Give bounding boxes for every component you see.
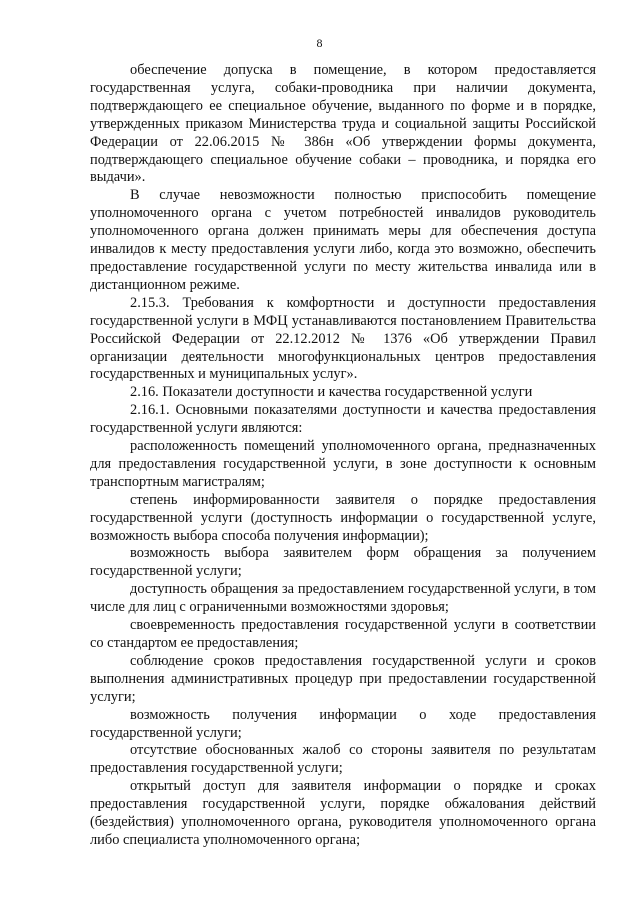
- list-item-deadlines: соблюдение сроков предоставления государственной услуги и сроков выполнения административных процедур при предоставлении государственной услуги;: [90, 652, 596, 705]
- paragraph-2-16-heading: 2.16. Показатели доступности и качества государственной услуги: [130, 384, 533, 401]
- list-item-progress-info: возможность получения информации о ходе предоставления государственной услуги;: [90, 706, 596, 741]
- page-number: 8: [316, 36, 323, 50]
- paragraph-impossibility-adaptation: В случае невозможности полностью приспособить помещение уполномоченного органа с учетом потребностей инвалидов руководитель уполномоченного органа должен принимать меры для обеспечения доступа инвалидов к месту предоставления услуги либо, когда это возможно, обеспечить предоставление государственной услуги по месту жительства инвалида или в дистанционном режиме.: [90, 187, 596, 293]
- list-item-location: расположенность помещений уполномоченного органа, предназначенных для предоставления государственной услуги, в зоне доступности к основным транспортным магистралям;: [90, 438, 596, 490]
- list-item-open-access: открытый доступ для заявителя информации о порядке и сроках предоставления государственной услуги, порядке обжалования действий (бездействия) уполномоченного органа, руководителя уполномоченного органа либо специалиста уполномоченного органа;: [90, 778, 596, 848]
- list-item-accessibility: доступность обращения за предоставлением государственной услуги, в том числе для лиц с ограниченными возможностями здоровья;: [90, 581, 596, 616]
- list-item-informedness: степень информированности заявителя о порядке предоставления государственной услуги (доступность информации о государственной услуге, возможность выбора способа получения информации);: [90, 491, 596, 544]
- list-item-form-choice: возможность выбора заявителем форм обращения за получением государственной услуги;: [90, 545, 596, 580]
- list-item-no-complaints: отсутствие обоснованных жалоб со стороны заявителя по результатам предоставления государственной услуги;: [90, 742, 596, 777]
- paragraph-2-16-1: 2.16.1. Основными показателями доступности и качества предоставления государственной услуги являются:: [90, 402, 596, 437]
- document-body: [90, 62, 596, 850]
- paragraph-2-15-3: 2.15.3. Требования к комфортности и доступности предоставления государственной услуги в МФЦ устанавливаются постановлением Правительства Российской Федерации от 22.12.2012 № 1376 «Об утверждении Правил организации деятельности многофункциональных центров предоставления государственных и муниципальных услуг».: [90, 294, 596, 383]
- list-item-timeliness: своевременность предоставления государственной услуги в соответствии со стандартом ее предоставления;: [90, 617, 596, 651]
- paragraph-guide-dog-access: обеспечение допуска в помещение, в котором предоставляется государственная услуга, собаки-проводника при наличии документа, подтверждающего ее специальное обучение, выданного по форме и в порядке, утвержденных приказом Министерства труда и социальной защиты Российской Федерации от 22.06.2015 № 386н «Об утверждении формы документа, подтверждающего специальное обучение собаки – проводника, и порядка его выдачи».: [90, 62, 596, 186]
